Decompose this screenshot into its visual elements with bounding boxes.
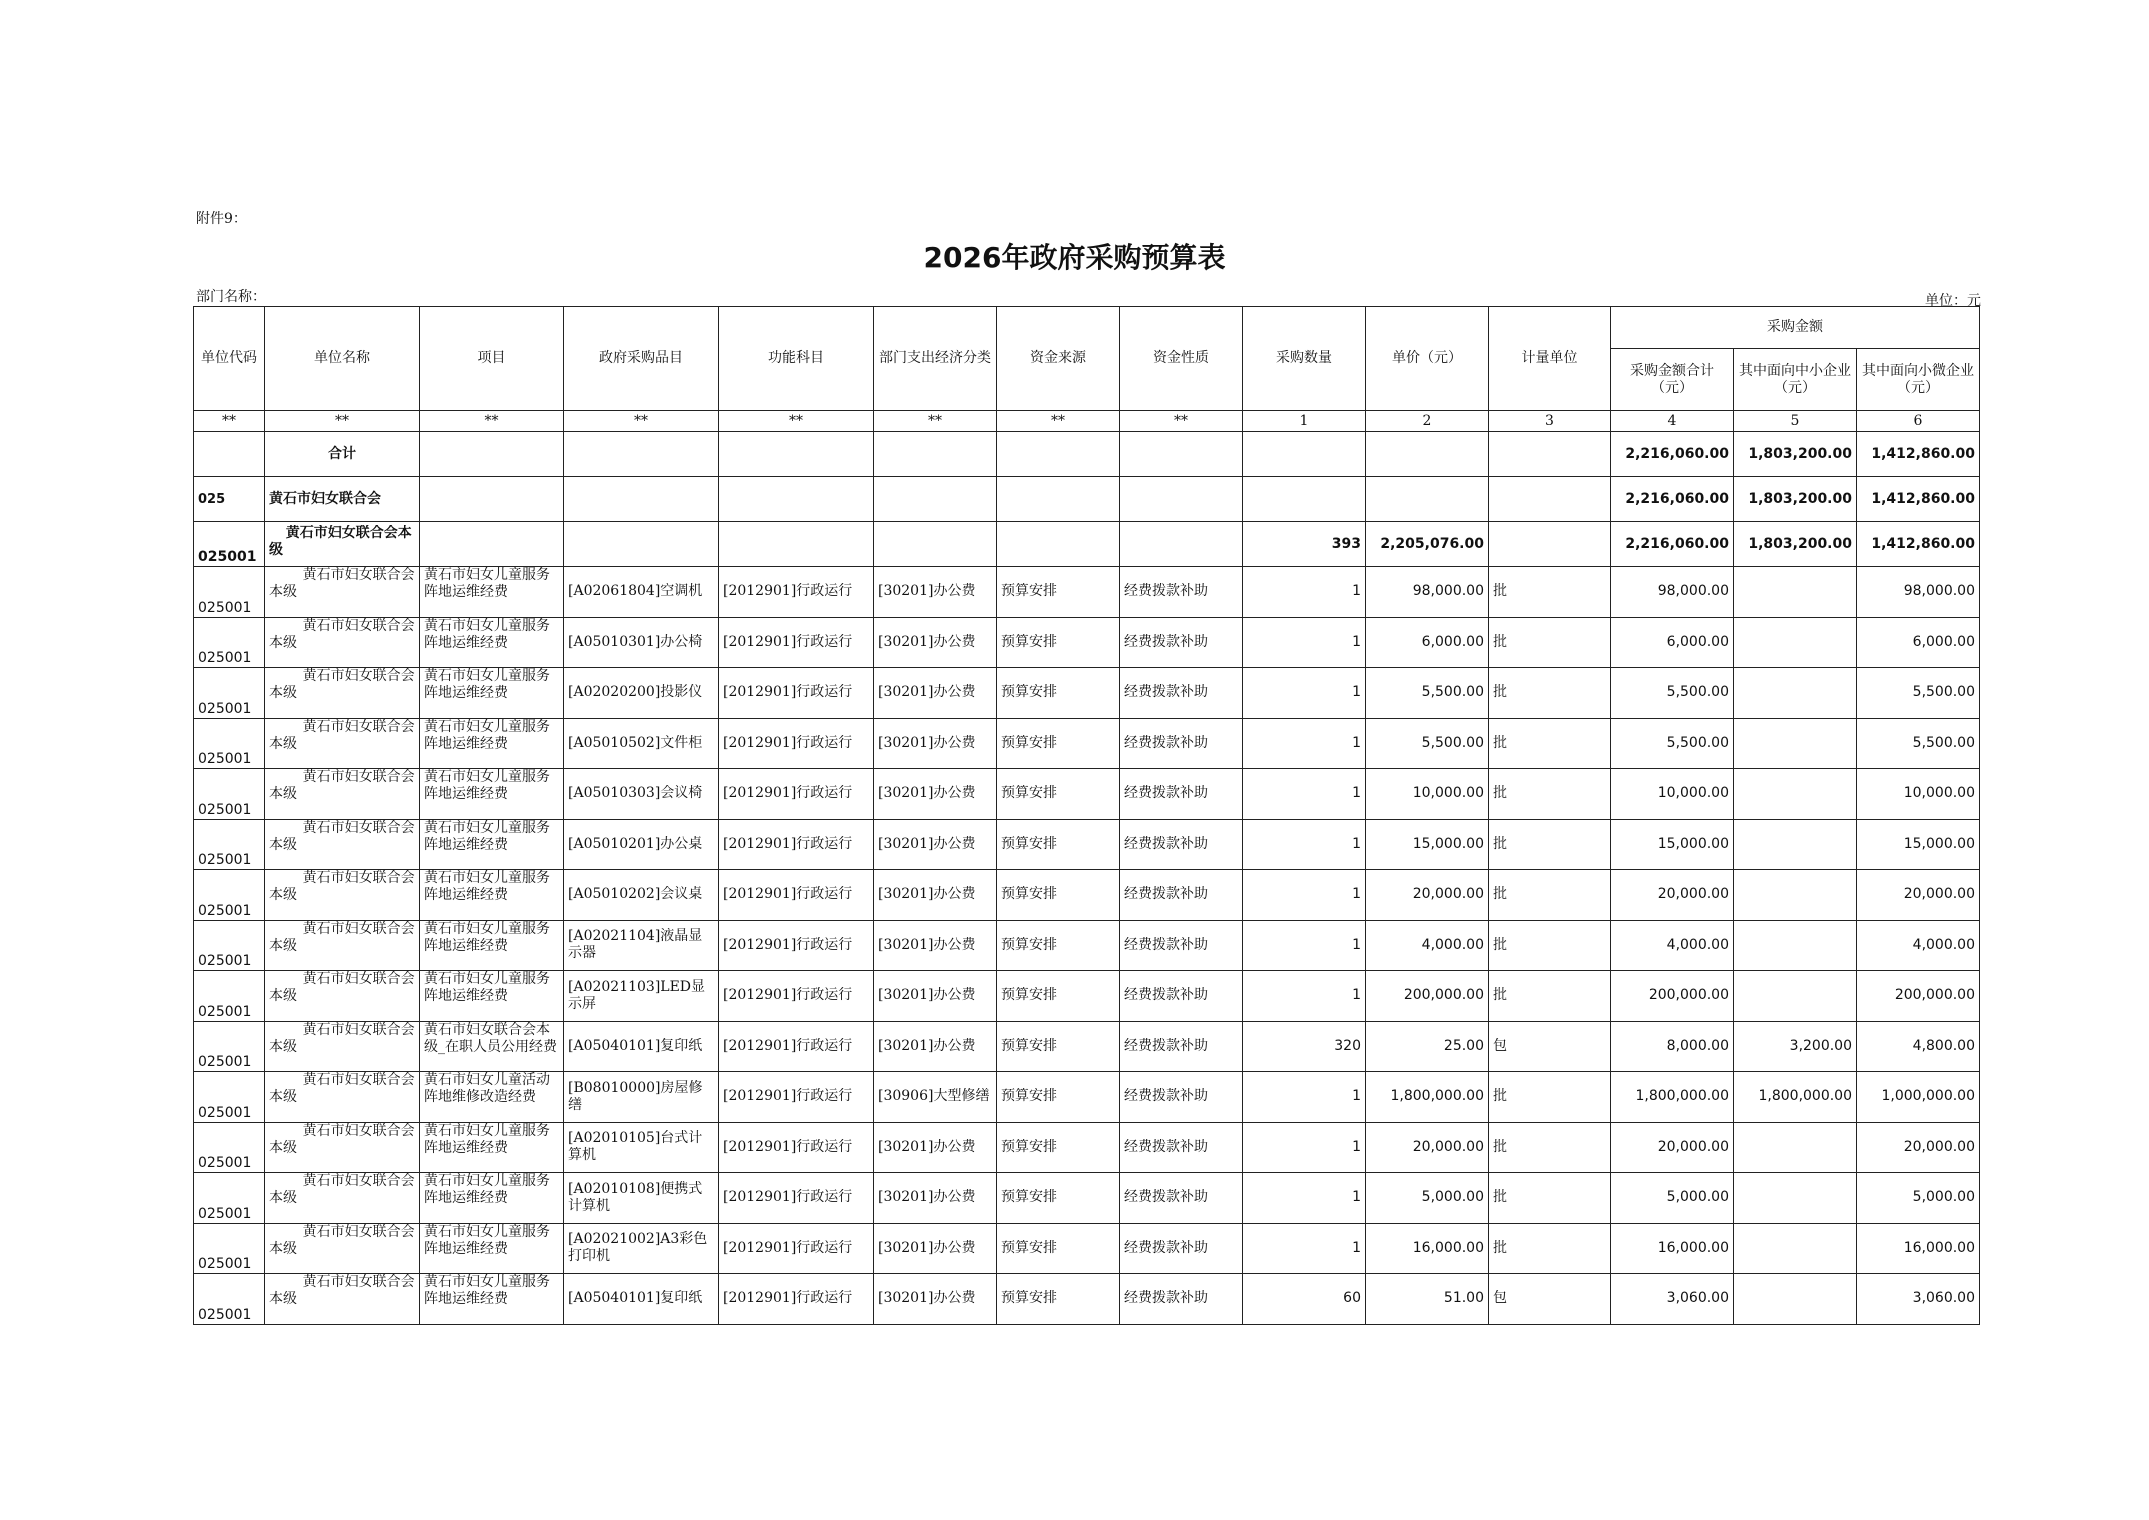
cell-sme [1734, 1122, 1857, 1173]
cell-func: [2012901]行政运行 [719, 1021, 874, 1072]
cell-price: 1,800,000.00 [1366, 1072, 1489, 1123]
cell-total: 10,000.00 [1611, 769, 1734, 820]
cell-micro: 15,000.00 [1857, 819, 1980, 870]
cell-total: 200,000.00 [1611, 971, 1734, 1022]
table-row [194, 668, 1980, 719]
cell-sme [1734, 870, 1857, 921]
cell-name: 黄石市妇女联合会本级 [265, 920, 420, 971]
cell-source: 预算安排 [997, 971, 1120, 1022]
cell-nature: 经费拨款补助 [1120, 819, 1243, 870]
table-row [194, 1173, 1980, 1224]
cell-micro: 4,000.00 [1857, 920, 1980, 971]
col-header: 单位名称 [265, 307, 420, 411]
cell-unit: 批 [1489, 819, 1611, 870]
cell-name: 黄石市妇女联合会本级 [265, 1274, 420, 1325]
col-header: 单价（元） [1366, 307, 1489, 411]
cell-source: 预算安排 [997, 1122, 1120, 1173]
cell-total: 1,800,000.00 [1611, 1072, 1734, 1123]
unit-name: 黄石市妇女联合会本级 [265, 522, 420, 567]
col-header: 采购数量 [1243, 307, 1366, 411]
page-title: 2026年政府采购预算表 [923, 241, 1226, 274]
cell-micro: 10,000.00 [1857, 769, 1980, 820]
cell-qty: 1 [1243, 567, 1366, 618]
unit-row [194, 522, 1980, 567]
cell-name: 黄石市妇女联合会本级 [265, 1122, 420, 1173]
cell-econ: [30201]办公费 [874, 1173, 997, 1224]
cell-total: 98,000.00 [1611, 567, 1734, 618]
cell-econ: [30201]办公费 [874, 1223, 997, 1274]
cell-qty: 1 [1243, 668, 1366, 719]
cell-project: 黄石市妇女儿童服务阵地运维经费 [420, 718, 564, 769]
cell-project: 黄石市妇女儿童服务阵地运维经费 [420, 617, 564, 668]
cell-unit: 批 [1489, 718, 1611, 769]
cell-project: 黄石市妇女儿童服务阵地运维经费 [420, 920, 564, 971]
cell-func: [2012901]行政运行 [719, 920, 874, 971]
cell-price: 51.00 [1366, 1274, 1489, 1325]
dept-total: 2,216,060.00 [1611, 477, 1734, 522]
col-header: 政府采购品目 [564, 307, 719, 411]
cell-code: 025001 [194, 617, 265, 668]
total-amount: 2,216,060.00 [1611, 432, 1734, 477]
cell-source: 预算安排 [997, 1173, 1120, 1224]
cell-total: 5,000.00 [1611, 1173, 1734, 1224]
department-label: 部门名称： [196, 289, 266, 305]
cell-name: 黄石市妇女联合会本级 [265, 668, 420, 719]
cell-total: 20,000.00 [1611, 870, 1734, 921]
cell-qty: 1 [1243, 920, 1366, 971]
cell-sme [1734, 1274, 1857, 1325]
cell-micro: 16,000.00 [1857, 1223, 1980, 1274]
cell-unit: 批 [1489, 567, 1611, 618]
cell-func: [2012901]行政运行 [719, 1274, 874, 1325]
cell-code: 025001 [194, 718, 265, 769]
cell-func: [2012901]行政运行 [719, 718, 874, 769]
cell-code: 025001 [194, 1274, 265, 1325]
cell-project: 黄石市妇女儿童服务阵地运维经费 [420, 1223, 564, 1274]
cell-source: 预算安排 [997, 769, 1120, 820]
cell-item: [A05040101]复印纸 [564, 1274, 719, 1325]
col-header: 资金来源 [997, 307, 1120, 411]
cell-qty: 1 [1243, 971, 1366, 1022]
index-cell: ** [194, 411, 265, 432]
cell-micro: 98,000.00 [1857, 567, 1980, 618]
cell-name: 黄石市妇女联合会本级 [265, 819, 420, 870]
cell-unit: 批 [1489, 870, 1611, 921]
cell-name: 黄石市妇女联合会本级 [265, 1173, 420, 1224]
cell-code: 025001 [194, 567, 265, 618]
cell-nature: 经费拨款补助 [1120, 1021, 1243, 1072]
cell-name: 黄石市妇女联合会本级 [265, 617, 420, 668]
cell-nature: 经费拨款补助 [1120, 1173, 1243, 1224]
cell-qty: 1 [1243, 769, 1366, 820]
index-cell: 2 [1366, 411, 1489, 432]
cell-item: [A05010303]会议椅 [564, 769, 719, 820]
cell-func: [2012901]行政运行 [719, 617, 874, 668]
cell-unit: 批 [1489, 769, 1611, 820]
cell-func: [2012901]行政运行 [719, 668, 874, 719]
cell-item: [A02061804]空调机 [564, 567, 719, 618]
cell-econ: [30201]办公费 [874, 1274, 997, 1325]
cell-sme: 3,200.00 [1734, 1021, 1857, 1072]
unit-total: 2,216,060.00 [1611, 522, 1734, 567]
col-header: 单位代码 [194, 307, 265, 411]
cell-name: 黄石市妇女联合会本级 [265, 1223, 420, 1274]
cell-func: [2012901]行政运行 [719, 971, 874, 1022]
cell-qty: 1 [1243, 870, 1366, 921]
cell-code: 025001 [194, 1173, 265, 1224]
cell-func: [2012901]行政运行 [719, 1122, 874, 1173]
cell-total: 5,500.00 [1611, 718, 1734, 769]
cell-item: [A02010108]便携式计算机 [564, 1173, 719, 1224]
unit-sme: 1,803,200.00 [1734, 522, 1857, 567]
dept-sme: 1,803,200.00 [1734, 477, 1857, 522]
cell-item: [A02020200]投影仪 [564, 668, 719, 719]
cell-econ: [30201]办公费 [874, 1021, 997, 1072]
cell-code: 025001 [194, 971, 265, 1022]
index-cell: ** [997, 411, 1120, 432]
cell-sme [1734, 567, 1857, 618]
cell-source: 预算安排 [997, 668, 1120, 719]
cell-econ: [30201]办公费 [874, 668, 997, 719]
cell-nature: 经费拨款补助 [1120, 870, 1243, 921]
cell-project: 黄石市妇女儿童服务阵地运维经费 [420, 971, 564, 1022]
cell-qty: 60 [1243, 1274, 1366, 1325]
table-row [194, 819, 1980, 870]
cell-code: 025001 [194, 819, 265, 870]
cell-nature: 经费拨款补助 [1120, 617, 1243, 668]
cell-econ: [30201]办公费 [874, 819, 997, 870]
cell-project: 黄石市妇女儿童服务阵地运维经费 [420, 819, 564, 870]
cell-func: [2012901]行政运行 [719, 1072, 874, 1123]
dept-micro: 1,412,860.00 [1857, 477, 1980, 522]
cell-source: 预算安排 [997, 1223, 1120, 1274]
cell-source: 预算安排 [997, 718, 1120, 769]
cell-code: 025001 [194, 1021, 265, 1072]
cell-project: 黄石市妇女儿童服务阵地运维经费 [420, 1122, 564, 1173]
unit-micro: 1,412,860.00 [1857, 522, 1980, 567]
cell-total: 15,000.00 [1611, 819, 1734, 870]
cell-econ: [30201]办公费 [874, 870, 997, 921]
table-row [194, 1021, 1980, 1072]
cell-code: 025001 [194, 668, 265, 719]
cell-micro: 6,000.00 [1857, 617, 1980, 668]
cell-sme [1734, 1173, 1857, 1224]
table-row [194, 971, 1980, 1022]
cell-price: 200,000.00 [1366, 971, 1489, 1022]
index-cell: 4 [1611, 411, 1734, 432]
cell-func: [2012901]行政运行 [719, 870, 874, 921]
cell-source: 预算安排 [997, 617, 1120, 668]
cell-name: 黄石市妇女联合会本级 [265, 769, 420, 820]
cell-item: [A05010502]文件柜 [564, 718, 719, 769]
table-row [194, 567, 1980, 618]
cell-econ: [30201]办公费 [874, 920, 997, 971]
index-cell: ** [420, 411, 564, 432]
cell-unit: 包 [1489, 1274, 1611, 1325]
cell-name: 黄石市妇女联合会本级 [265, 718, 420, 769]
cell-code: 025001 [194, 769, 265, 820]
cell-nature: 经费拨款补助 [1120, 769, 1243, 820]
cell-source: 预算安排 [997, 1274, 1120, 1325]
cell-total: 4,000.00 [1611, 920, 1734, 971]
col-header: 其中面向中小企业（元） [1734, 349, 1857, 411]
total-row [194, 432, 1980, 477]
cell-qty: 1 [1243, 718, 1366, 769]
cell-sme [1734, 1223, 1857, 1274]
cell-nature: 经费拨款补助 [1120, 1274, 1243, 1325]
table-row [194, 617, 1980, 668]
dept-name: 黄石市妇女联合会 [265, 477, 420, 522]
table-row [194, 870, 1980, 921]
cell-total: 5,500.00 [1611, 668, 1734, 719]
cell-total: 16,000.00 [1611, 1223, 1734, 1274]
unit-price: 2,205,076.00 [1366, 522, 1489, 567]
cell-nature: 经费拨款补助 [1120, 668, 1243, 719]
index-cell: ** [564, 411, 719, 432]
cell-sme [1734, 769, 1857, 820]
cell-qty: 1 [1243, 1173, 1366, 1224]
cell-total: 3,060.00 [1611, 1274, 1734, 1325]
cell-econ: [30201]办公费 [874, 1122, 997, 1173]
cell-project: 黄石市妇女儿童服务阵地运维经费 [420, 1274, 564, 1325]
cell-nature: 经费拨款补助 [1120, 1122, 1243, 1173]
cell-price: 15,000.00 [1366, 819, 1489, 870]
cell-unit: 批 [1489, 920, 1611, 971]
cell-price: 5,000.00 [1366, 1173, 1489, 1224]
cell-unit: 批 [1489, 971, 1611, 1022]
cell-func: [2012901]行政运行 [719, 769, 874, 820]
department-row [194, 477, 1980, 522]
cell-nature: 经费拨款补助 [1120, 1072, 1243, 1123]
cell-econ: [30906]大型修缮 [874, 1072, 997, 1123]
cell-micro: 4,800.00 [1857, 1021, 1980, 1072]
cell-name: 黄石市妇女联合会本级 [265, 1072, 420, 1123]
table-row [194, 1072, 1980, 1123]
cell-price: 20,000.00 [1366, 1122, 1489, 1173]
cell-price: 20,000.00 [1366, 870, 1489, 921]
cell-project: 黄石市妇女联合会本级_在职人员公用经费 [420, 1021, 564, 1072]
cell-total: 8,000.00 [1611, 1021, 1734, 1072]
cell-econ: [30201]办公费 [874, 567, 997, 618]
cell-code: 025001 [194, 870, 265, 921]
cell-func: [2012901]行政运行 [719, 567, 874, 618]
cell-econ: [30201]办公费 [874, 769, 997, 820]
cell-name: 黄石市妇女联合会本级 [265, 1021, 420, 1072]
index-cell: ** [265, 411, 420, 432]
cell-source: 预算安排 [997, 819, 1120, 870]
cell-item: [B08010000]房屋修缮 [564, 1072, 719, 1123]
cell-item: [A02010105]台式计算机 [564, 1122, 719, 1173]
cell-micro: 1,000,000.00 [1857, 1072, 1980, 1123]
cell-sme [1734, 668, 1857, 719]
index-cell: ** [1120, 411, 1243, 432]
cell-qty: 1 [1243, 1122, 1366, 1173]
total-label: 合计 [265, 432, 420, 477]
cell-unit: 批 [1489, 617, 1611, 668]
cell-func: [2012901]行政运行 [719, 819, 874, 870]
cell-sme [1734, 971, 1857, 1022]
index-cell: ** [874, 411, 997, 432]
cell-unit: 批 [1489, 1122, 1611, 1173]
cell-item: [A05040101]复印纸 [564, 1021, 719, 1072]
cell-unit: 批 [1489, 1173, 1611, 1224]
cell-nature: 经费拨款补助 [1120, 567, 1243, 618]
total-micro: 1,412,860.00 [1857, 432, 1980, 477]
cell-item: [A05010202]会议桌 [564, 870, 719, 921]
cell-source: 预算安排 [997, 1072, 1120, 1123]
cell-micro: 200,000.00 [1857, 971, 1980, 1022]
col-header: 项目 [420, 307, 564, 411]
index-cell: 1 [1243, 411, 1366, 432]
cell-code: 025001 [194, 920, 265, 971]
cell-item: [A05010201]办公桌 [564, 819, 719, 870]
cell-name: 黄石市妇女联合会本级 [265, 567, 420, 618]
cell-price: 5,500.00 [1366, 718, 1489, 769]
cell-qty: 320 [1243, 1021, 1366, 1072]
cell-econ: [30201]办公费 [874, 617, 997, 668]
cell-unit: 包 [1489, 1021, 1611, 1072]
cell-price: 10,000.00 [1366, 769, 1489, 820]
cell-nature: 经费拨款补助 [1120, 971, 1243, 1022]
cell-price: 6,000.00 [1366, 617, 1489, 668]
table-row [194, 1223, 1980, 1274]
cell-price: 98,000.00 [1366, 567, 1489, 618]
cell-nature: 经费拨款补助 [1120, 920, 1243, 971]
cell-micro: 5,500.00 [1857, 668, 1980, 719]
cell-project: 黄石市妇女儿童服务阵地运维经费 [420, 567, 564, 618]
cell-source: 预算安排 [997, 920, 1120, 971]
cell-project: 黄石市妇女儿童服务阵地运维经费 [420, 769, 564, 820]
cell-name: 黄石市妇女联合会本级 [265, 971, 420, 1022]
cell-sme [1734, 718, 1857, 769]
index-cell: ** [719, 411, 874, 432]
cell-price: 5,500.00 [1366, 668, 1489, 719]
group-header: 采购金额 [1611, 307, 1980, 349]
cell-qty: 1 [1243, 617, 1366, 668]
cell-micro: 5,500.00 [1857, 718, 1980, 769]
cell-func: [2012901]行政运行 [719, 1223, 874, 1274]
cell-micro: 5,000.00 [1857, 1173, 1980, 1224]
cell-total: 6,000.00 [1611, 617, 1734, 668]
cell-sme [1734, 617, 1857, 668]
cell-micro: 20,000.00 [1857, 1122, 1980, 1173]
cell-item: [A02021103]LED显示屏 [564, 971, 719, 1022]
col-header: 功能科目 [719, 307, 874, 411]
cell-project: 黄石市妇女儿童服务阵地运维经费 [420, 870, 564, 921]
cell-item: [A02021104]液晶显示器 [564, 920, 719, 971]
cell-econ: [30201]办公费 [874, 718, 997, 769]
table-row [194, 718, 1980, 769]
cell-price: 16,000.00 [1366, 1223, 1489, 1274]
index-cell: 6 [1857, 411, 1980, 432]
col-header: 部门支出经济分类 [874, 307, 997, 411]
cell-price: 25.00 [1366, 1021, 1489, 1072]
table-row [194, 1274, 1980, 1325]
cell-item: [A05010301]办公椅 [564, 617, 719, 668]
cell-nature: 经费拨款补助 [1120, 718, 1243, 769]
procurement-table [193, 306, 1980, 1325]
cell-qty: 1 [1243, 1223, 1366, 1274]
cell-econ: [30201]办公费 [874, 971, 997, 1022]
cell-source: 预算安排 [997, 870, 1120, 921]
cell-project: 黄石市妇女儿童服务阵地运维经费 [420, 1173, 564, 1224]
cell-qty: 1 [1243, 1072, 1366, 1123]
cell-code: 025001 [194, 1223, 265, 1274]
cell-project: 黄石市妇女儿童服务阵地运维经费 [420, 668, 564, 719]
cell-code: 025001 [194, 1122, 265, 1173]
unit-code: 025001 [194, 522, 265, 567]
col-header: 资金性质 [1120, 307, 1243, 411]
cell-micro: 3,060.00 [1857, 1274, 1980, 1325]
cell-micro: 20,000.00 [1857, 870, 1980, 921]
cell-project: 黄石市妇女儿童活动阵地维修改造经费 [420, 1072, 564, 1123]
cell-sme: 1,800,000.00 [1734, 1072, 1857, 1123]
dept-code: 025 [194, 477, 265, 522]
table-row [194, 769, 1980, 820]
table-row [194, 1122, 1980, 1173]
cell-code: 025001 [194, 1072, 265, 1123]
attachment-label: 附件9： [196, 211, 247, 227]
table-row [194, 920, 1980, 971]
index-cell: 5 [1734, 411, 1857, 432]
col-header: 其中面向小微企业（元） [1857, 349, 1980, 411]
cell-func: [2012901]行政运行 [719, 1173, 874, 1224]
unit-qty: 393 [1243, 522, 1366, 567]
cell-total: 20,000.00 [1611, 1122, 1734, 1173]
cell-name: 黄石市妇女联合会本级 [265, 870, 420, 921]
cell-unit: 批 [1489, 1223, 1611, 1274]
index-cell: 3 [1489, 411, 1611, 432]
cell-item: [A02021002]A3彩色打印机 [564, 1223, 719, 1274]
unit-label: 单位：元 [1925, 293, 1981, 309]
total-sme: 1,803,200.00 [1734, 432, 1857, 477]
col-header: 采购金额合计（元） [1611, 349, 1734, 411]
cell-sme [1734, 819, 1857, 870]
col-header: 计量单位 [1489, 307, 1611, 411]
cell-nature: 经费拨款补助 [1120, 1223, 1243, 1274]
cell-unit: 批 [1489, 1072, 1611, 1123]
cell-unit: 批 [1489, 668, 1611, 719]
cell-source: 预算安排 [997, 567, 1120, 618]
cell-sme [1734, 920, 1857, 971]
cell-source: 预算安排 [997, 1021, 1120, 1072]
cell-qty: 1 [1243, 819, 1366, 870]
cell-price: 4,000.00 [1366, 920, 1489, 971]
